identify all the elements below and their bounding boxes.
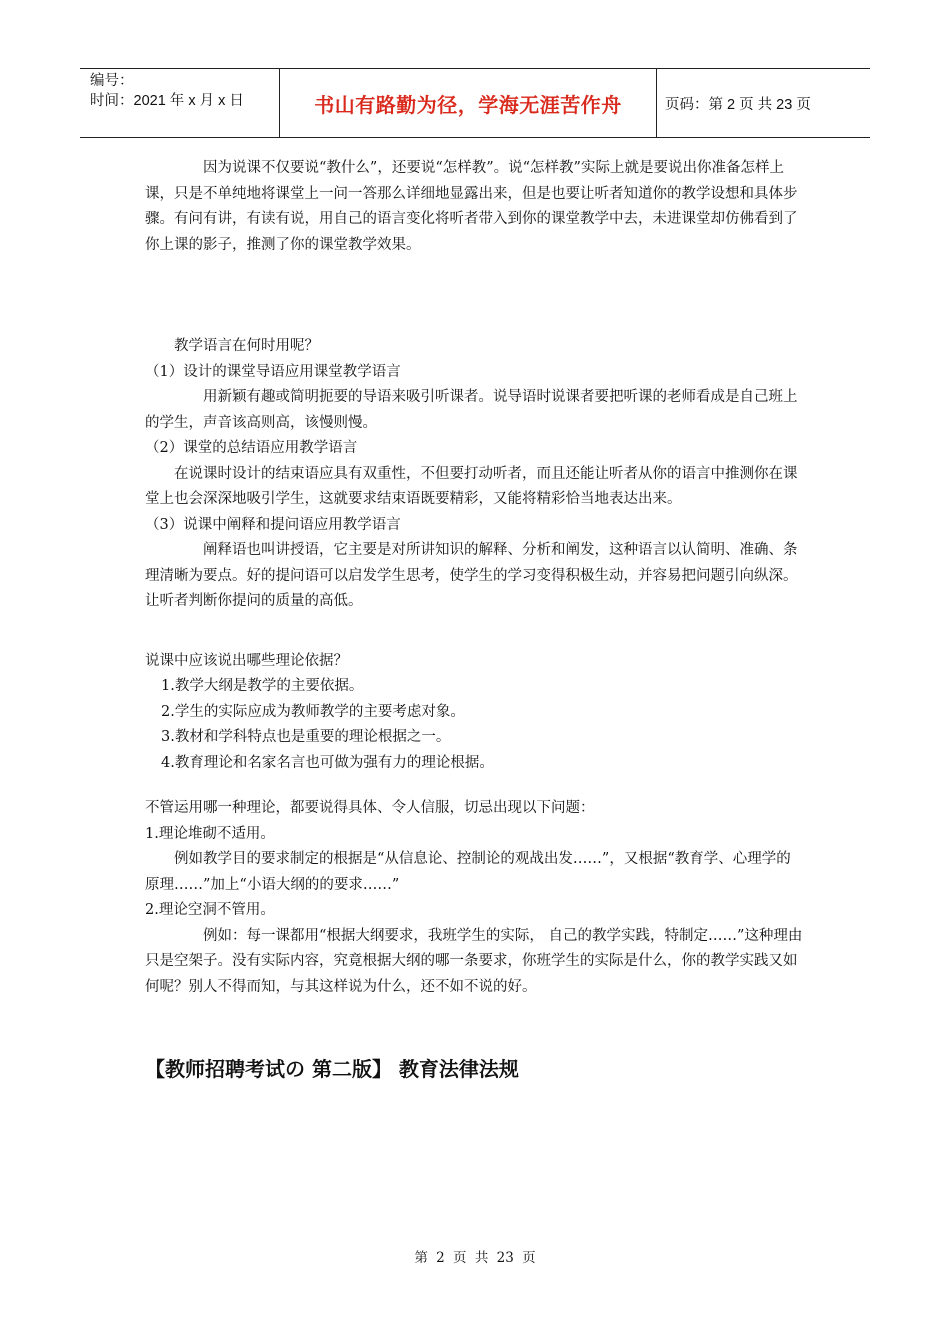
document-number-label: 编号： xyxy=(90,73,134,89)
warning-intro: 不管运用哪一种理论，都要说得具体、令人信服，切忌出现以下问题： xyxy=(145,800,595,816)
list-item: 2.学生的实际应成为教师教学的主要考虑对象。 xyxy=(161,703,465,720)
section-1-body: 用新颖有趣或简明扼要的导语来吸引听课者。说导语时说课者要把听课的老师看成是自己班上的学生，声音该高则高，该慢则慢。 xyxy=(145,389,798,431)
question-theory-basis: 说课中应该说出哪些理论依据？ xyxy=(145,652,348,669)
section-2-title: （2）课堂的总结语应用教学语言 xyxy=(145,440,358,456)
section-2-body: 在说课时设计的结束语应具有双重性，不但要打动听者，而且还能让听者从你的语言中推测你在课堂上也会深深地吸引学生，这就要求结束语既要精彩，又能将精彩恰当地表达出来。 xyxy=(145,465,798,507)
document-body xyxy=(145,156,805,1083)
header-meta xyxy=(80,69,280,137)
warning-1-body: 例如教学目的要求制定的根据是“从信息论、控制论的观战出发……”，又根据“教育学、心理学的原理……”加上“小语大纲的的要求……” xyxy=(145,851,791,893)
header-motto: 书山有路勤为径，学海无涯苦作舟 xyxy=(280,69,657,137)
paragraph-how-to-teach: 因为说课不仅要说“教什么”，还要说“怎样教”。说“怎样教”实际上就是要说出你准备怎样上课，只是不单纯地将课堂上一问一答那么详细地显露出来，但是也要让听者知道你的教学设想和具体步骤。有问有讲，有读有说，用自己的语言变化将听者带入到你的课堂教学中去，未进课堂却仿佛看到了你上课的影子，推测了你的课堂教学效果。 xyxy=(145,160,798,253)
list-item: 3.教材和学科特点也是重要的理论根据之一。 xyxy=(161,729,451,745)
warning-2-body: 例如：每一课都用“根据大纲要求，我班学生的实际， 自己的教学实践，特制定……”这种理由只是空架子。没有实际内容，究竟根据大纲的哪一条要求，你班学生的实际是什么，你的教学实践又如何呢？别人不得而知，与其这样说为什么，还不如不说的好。 xyxy=(145,927,803,995)
section-3-title: （3）说课中阐释和提问语应用教学语言 xyxy=(145,516,401,533)
section-heading: 【教师招聘考试の 第二版】 教育法律法规 xyxy=(145,1057,519,1081)
header-page-info: 页码：第 2 页 共 23 页 xyxy=(665,96,811,113)
page-footer: 第 2 页 共 23 页 xyxy=(414,1250,536,1266)
document-date: 时间：2021 年 x 月 x 日 xyxy=(90,93,244,109)
list-item: 4.教育理论和名家名言也可做为强有力的理论根据。 xyxy=(161,754,494,771)
list-item: 1.教学大纲是教学的主要依据。 xyxy=(161,678,364,694)
section-1-title: （1）设计的课堂导语应用课堂教学语言 xyxy=(145,363,401,380)
section-3-body: 阐释语也叫讲授语，它主要是对所讲知识的解释、分析和阐发，这种语言以认简明、准确、条理清晰为要点。好的提问语可以启发学生思考，使学生的学习变得积极生动，并容易把问题引向纵深。让听者判断你提问的质量的高低。 xyxy=(145,542,798,609)
question-teaching-language: 教学语言在何时用呢？ xyxy=(174,338,319,354)
warning-2-title: 2.理论空洞不管用。 xyxy=(145,902,275,918)
warning-1-title: 1.理论堆砌不适用。 xyxy=(145,825,275,842)
page-header xyxy=(80,68,870,138)
